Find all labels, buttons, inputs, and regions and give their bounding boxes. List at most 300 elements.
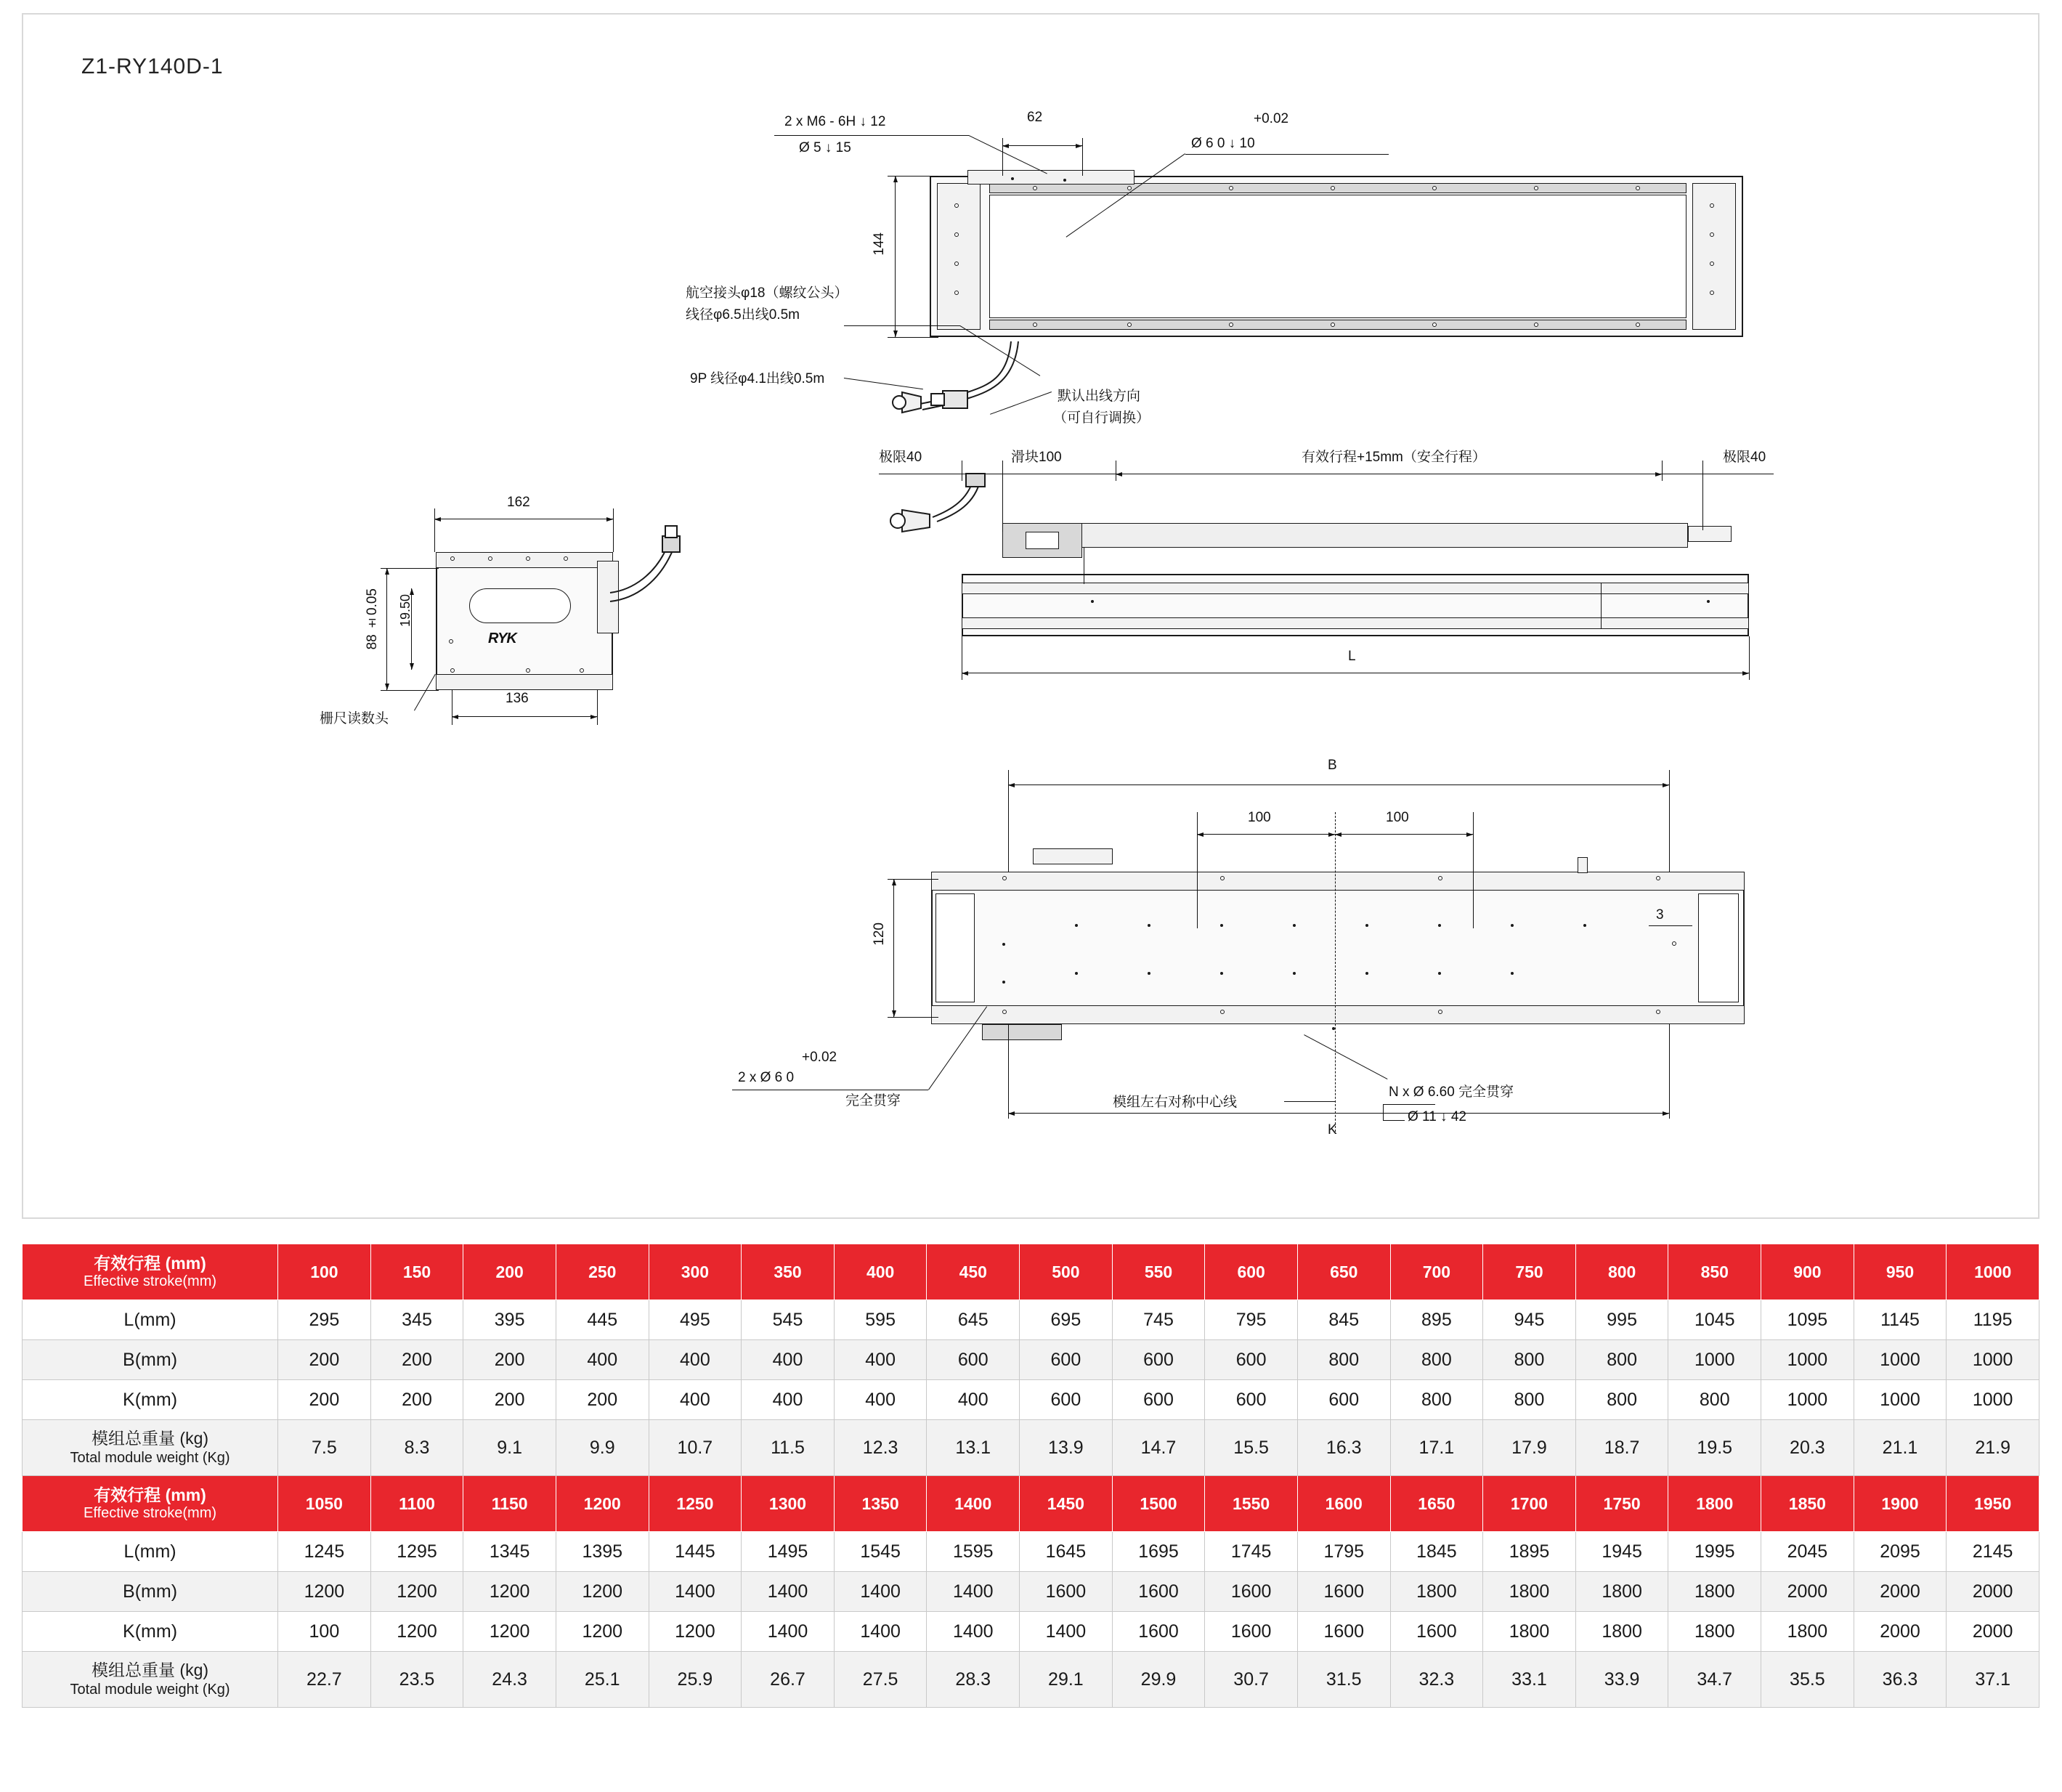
cell2-L-8: 1595 <box>927 1532 1020 1572</box>
cell2-stroke-16: 1800 <box>1668 1476 1761 1532</box>
front-view-rail-lower <box>962 617 1749 629</box>
table-row-weight-1 <box>23 1420 2039 1476</box>
cell-L-11: 795 <box>1205 1300 1298 1340</box>
cell2-W-7: 27.5 <box>834 1652 927 1708</box>
n-hole-leader-point <box>1332 1027 1335 1030</box>
table-row-L-2 <box>23 1532 2039 1572</box>
cell2-stroke-9: 1450 <box>1020 1476 1113 1532</box>
cell2-L-16: 1995 <box>1668 1532 1761 1572</box>
cell2-stroke-5: 1250 <box>649 1476 742 1532</box>
cell2-stroke-14: 1700 <box>1483 1476 1576 1532</box>
cell2-K-15: 1800 <box>1575 1612 1668 1652</box>
cable-9p-note: 9P 线径φ4.1出线0.5m <box>690 371 825 386</box>
cell2-B-19: 2000 <box>1947 1572 2039 1612</box>
cell2-W-11: 30.7 <box>1205 1652 1298 1708</box>
cell2-K-12: 1600 <box>1297 1612 1390 1652</box>
mount-hole <box>1220 972 1223 975</box>
cell-W-7: 12.3 <box>834 1420 927 1476</box>
dim100-ext-right <box>1473 812 1474 928</box>
dim-100-a-label: 100 <box>1248 810 1271 825</box>
mount-hole <box>1365 972 1368 975</box>
cell-W-9: 13.9 <box>1020 1420 1113 1476</box>
mount-hole <box>1002 981 1005 984</box>
cell-stroke-6: 350 <box>742 1244 835 1300</box>
bottom-view-slider <box>982 1024 1062 1040</box>
header2-stroke-cn: 有效行程 (mm) <box>94 1485 206 1505</box>
front-view-rail-upper <box>962 583 1749 594</box>
cell2-L-5: 1445 <box>649 1532 742 1572</box>
cell-L-9: 695 <box>1020 1300 1113 1340</box>
cell-stroke-10: 550 <box>1112 1244 1205 1300</box>
cell-B-6: 400 <box>742 1340 835 1380</box>
screw-dot <box>1432 186 1437 190</box>
cell-W-5: 10.7 <box>649 1420 742 1476</box>
cell-B-17: 1000 <box>1761 1340 1854 1380</box>
cell2-L-6: 1495 <box>742 1532 835 1572</box>
cell2-L-12: 1795 <box>1297 1532 1390 1572</box>
m6-hole-note-line2: Ø 5 ↓ 15 <box>799 140 851 155</box>
rowlabel2-weight-cn: 模组总重量 (kg) <box>92 1661 209 1680</box>
cell-B-15: 800 <box>1575 1340 1668 1380</box>
cell-L-16: 1045 <box>1668 1300 1761 1340</box>
cell-B-2: 200 <box>370 1340 463 1380</box>
header-stroke-cn: 有效行程 (mm) <box>94 1254 206 1273</box>
cell-B-13: 800 <box>1390 1340 1483 1380</box>
dim-62-line <box>1002 145 1082 146</box>
cell2-B-3: 1200 <box>463 1572 556 1612</box>
cell2-stroke-15: 1750 <box>1575 1476 1668 1532</box>
cell2-B-5: 1400 <box>649 1572 742 1612</box>
dim-62-ext-right <box>1082 138 1083 176</box>
cell-K-4: 200 <box>556 1380 649 1420</box>
bottom-view-body <box>931 872 1745 1024</box>
cell2-W-18: 36.3 <box>1854 1652 1947 1708</box>
cell2-B-18: 2000 <box>1854 1572 1947 1612</box>
cell-L-15: 995 <box>1575 1300 1668 1340</box>
B-ext-right <box>1669 770 1670 872</box>
side-view-top-plate <box>436 552 613 568</box>
center-symmetry-note: 模组左右对称中心线 <box>1113 1095 1238 1110</box>
cell2-W-5: 25.9 <box>649 1652 742 1708</box>
cell2-B-4: 1200 <box>556 1572 649 1612</box>
cell2-B-6: 1400 <box>742 1572 835 1612</box>
bottom-view-bottom-strip <box>931 1005 1745 1024</box>
dim-120-ext-top <box>888 879 938 880</box>
bottom-view-top-block <box>1033 848 1113 864</box>
cell-W-2: 8.3 <box>370 1420 463 1476</box>
dim-144-line <box>895 176 896 337</box>
rowlabel-weight-en: Total module weight (Kg) <box>70 1449 230 1466</box>
cell2-W-10: 29.9 <box>1112 1652 1205 1708</box>
mount-hole <box>1075 972 1078 975</box>
cell2-W-19: 37.1 <box>1947 1652 2039 1708</box>
cell2-L-15: 1945 <box>1575 1532 1668 1572</box>
cell-B-1: 200 <box>278 1340 371 1380</box>
front-view-dot <box>1091 600 1094 603</box>
ryk-logo: RYK <box>488 631 516 646</box>
cell2-stroke-13: 1650 <box>1390 1476 1483 1532</box>
cell2-stroke-3: 1150 <box>463 1476 556 1532</box>
cell-W-10: 14.7 <box>1112 1420 1205 1476</box>
n-hole-note-line2: Ø 11 ↓ 42 <box>1408 1109 1466 1124</box>
cell-B-3: 200 <box>463 1340 556 1380</box>
cell2-B-1: 1200 <box>278 1572 371 1612</box>
cell2-W-1: 22.7 <box>278 1652 371 1708</box>
cell-W-3: 9.1 <box>463 1420 556 1476</box>
cell-L-17: 1095 <box>1761 1300 1854 1340</box>
K-label: K <box>1328 1122 1337 1138</box>
n-hole-symbol-left <box>1383 1104 1384 1120</box>
connector-leader-h <box>844 325 960 326</box>
cell-K-19: 1000 <box>1947 1380 2039 1420</box>
cell-stroke-19: 1000 <box>1947 1244 2039 1300</box>
cell2-L-2: 1295 <box>370 1532 463 1572</box>
cell-K-16: 800 <box>1668 1380 1761 1420</box>
rowlabel-B: B(mm) <box>23 1340 278 1380</box>
stroke-tick <box>1662 461 1663 481</box>
dim-100-b-label: 100 <box>1386 810 1409 825</box>
cell-K-14: 800 <box>1483 1380 1576 1420</box>
top-view-bottom-rail <box>989 320 1686 330</box>
table-row-B-1 <box>23 1340 2039 1380</box>
screw-dot <box>954 261 959 266</box>
n-hole-note-line1: N x Ø 6.60 完全贯穿 <box>1389 1084 1514 1100</box>
screw-dot <box>450 556 455 561</box>
cell-stroke-7: 400 <box>834 1244 927 1300</box>
cell-B-7: 400 <box>834 1340 927 1380</box>
cell-W-17: 20.3 <box>1761 1420 1854 1476</box>
cell2-B-10: 1600 <box>1112 1572 1205 1612</box>
screw-dot <box>1220 876 1225 880</box>
cell2-B-17: 2000 <box>1761 1572 1854 1612</box>
mount-hole <box>1438 972 1441 975</box>
cell-L-12: 845 <box>1297 1300 1390 1340</box>
top-view-carriage <box>967 170 1134 185</box>
cell2-K-10: 1600 <box>1112 1612 1205 1652</box>
cell2-B-14: 1800 <box>1483 1572 1576 1612</box>
screw-dot <box>1534 323 1538 327</box>
cell2-stroke-19: 1950 <box>1947 1476 2039 1532</box>
screw-dot <box>1636 186 1640 190</box>
cell-B-5: 400 <box>649 1340 742 1380</box>
cell-K-10: 600 <box>1112 1380 1205 1420</box>
bottom-pin-note: 2 x Ø 6 0 <box>738 1070 795 1085</box>
cell-K-18: 1000 <box>1854 1380 1947 1420</box>
m6-note-underline <box>774 135 969 136</box>
front-view-divider2 <box>1601 583 1602 629</box>
top-view-left-plate <box>937 183 981 330</box>
screw-dot <box>450 668 455 673</box>
cell2-K-11: 1600 <box>1205 1612 1298 1652</box>
screw-dot <box>1033 186 1037 190</box>
cell-B-9: 600 <box>1020 1340 1113 1380</box>
header2-stroke-en: Effective stroke(mm) <box>84 1504 217 1521</box>
dim-162-ext-left <box>434 508 435 552</box>
cell-W-13: 17.1 <box>1390 1420 1483 1476</box>
outlet-direction-note-line1: 默认出线方向 <box>1058 389 1141 404</box>
cell2-stroke-10: 1500 <box>1112 1476 1205 1532</box>
cell-L-4: 445 <box>556 1300 649 1340</box>
screw-dot <box>488 556 492 561</box>
screw-dot <box>1220 1010 1225 1014</box>
screw-dot <box>1229 323 1233 327</box>
cell-stroke-15: 800 <box>1575 1244 1668 1300</box>
table-row-header-2 <box>23 1476 2039 1532</box>
cell-L-10: 745 <box>1112 1300 1205 1340</box>
mount-hole <box>1293 972 1296 975</box>
dim-88-ext-top <box>381 568 439 569</box>
cell2-K-18: 2000 <box>1854 1612 1947 1652</box>
cell-W-15: 18.7 <box>1575 1420 1668 1476</box>
cell-K-13: 800 <box>1390 1380 1483 1420</box>
cell2-stroke-17: 1850 <box>1761 1476 1854 1532</box>
screw-dot <box>1710 291 1714 295</box>
cell2-stroke-12: 1600 <box>1297 1476 1390 1532</box>
cell-W-12: 16.3 <box>1297 1420 1390 1476</box>
specification-table <box>22 1244 2039 1708</box>
cell-W-11: 15.5 <box>1205 1420 1298 1476</box>
cell-K-5: 400 <box>649 1380 742 1420</box>
dim100-a-line <box>1197 834 1335 835</box>
cell-L-6: 545 <box>742 1300 835 1340</box>
rowlabel2-weight-en: Total module weight (Kg) <box>70 1681 230 1698</box>
module-centerline <box>1335 812 1336 1132</box>
front-view-cable-graphic <box>888 469 1047 549</box>
counterbore-hole <box>1672 941 1676 946</box>
pin-note-tol: +0.02 <box>1254 111 1289 126</box>
center-note-leader <box>1284 1101 1335 1102</box>
rowlabel-L: L(mm) <box>23 1300 278 1340</box>
cell2-stroke-1: 1050 <box>278 1476 371 1532</box>
mount-hole <box>1438 924 1441 927</box>
table-row-weight-2 <box>23 1652 2039 1708</box>
cell-stroke-2: 150 <box>370 1244 463 1300</box>
m6-leader-point <box>1011 177 1014 180</box>
cell2-W-8: 28.3 <box>927 1652 1020 1708</box>
dim-136-label: 136 <box>506 691 529 706</box>
screw-dot <box>1656 876 1660 880</box>
cell2-L-4: 1395 <box>556 1532 649 1572</box>
B-dim-line <box>1008 784 1669 785</box>
limit-left-label: 极限40 <box>879 450 922 465</box>
cell2-B-11: 1600 <box>1205 1572 1298 1612</box>
cell-stroke-8: 450 <box>927 1244 1020 1300</box>
stroke-tick <box>1702 461 1703 530</box>
slider-label: 滑块100 <box>1011 450 1062 465</box>
screw-dot <box>1710 232 1714 237</box>
dim-62-label: 62 <box>1027 110 1043 125</box>
cell2-B-7: 1400 <box>834 1572 927 1612</box>
rowlabel-weight <box>23 1420 278 1476</box>
cell-L-13: 895 <box>1390 1300 1483 1340</box>
aviation-connector-note-line2: 线径φ6.5出线0.5m <box>686 307 800 323</box>
cell-stroke-4: 250 <box>556 1244 649 1300</box>
side-view-oval-window <box>469 588 571 623</box>
cell-L-18: 1145 <box>1854 1300 1947 1340</box>
cell2-W-15: 33.9 <box>1575 1652 1668 1708</box>
dim-1950-label: 19.50 <box>398 594 413 628</box>
cell-W-16: 19.5 <box>1668 1420 1761 1476</box>
cell-stroke-14: 750 <box>1483 1244 1576 1300</box>
cell2-K-2: 1200 <box>370 1612 463 1652</box>
scale-head-leader <box>414 674 436 711</box>
K-dim-line <box>1008 1113 1669 1114</box>
cell-L-3: 395 <box>463 1300 556 1340</box>
cell-stroke-1: 100 <box>278 1244 371 1300</box>
pin-leader-point <box>1063 179 1066 182</box>
cell-B-10: 600 <box>1112 1340 1205 1380</box>
cell-K-2: 200 <box>370 1380 463 1420</box>
cell2-W-16: 34.7 <box>1668 1652 1761 1708</box>
cell2-L-13: 1845 <box>1390 1532 1483 1572</box>
cell-K-12: 600 <box>1297 1380 1390 1420</box>
cell-L-2: 345 <box>370 1300 463 1340</box>
screw-dot <box>1127 323 1132 327</box>
L-ext-right <box>1749 636 1750 680</box>
screw-dot <box>1127 186 1132 190</box>
cell2-B-9: 1600 <box>1020 1572 1113 1612</box>
mount-hole <box>1293 924 1296 927</box>
effective-stroke-label: 有效行程+15mm（安全行程） <box>1302 450 1486 465</box>
cell-B-14: 800 <box>1483 1340 1576 1380</box>
cell2-stroke-2: 1100 <box>370 1476 463 1532</box>
dim-88-label: 88 ±0.05 <box>365 588 380 650</box>
B-label: B <box>1328 758 1337 773</box>
limit-right-label: 极限40 <box>1723 450 1766 465</box>
mount-hole <box>1511 924 1514 927</box>
top-view-right-plate <box>1692 183 1736 330</box>
rowlabel2-K: K(mm) <box>23 1612 278 1652</box>
cell2-B-15: 1800 <box>1575 1572 1668 1612</box>
header2-stroke-label <box>23 1476 278 1532</box>
cell-L-14: 945 <box>1483 1300 1576 1340</box>
screw-dot <box>564 556 568 561</box>
cell-stroke-5: 300 <box>649 1244 742 1300</box>
cell2-K-9: 1400 <box>1020 1612 1113 1652</box>
page-title: Z1-RY140D-1 <box>81 54 224 78</box>
cell-stroke-12: 650 <box>1297 1244 1390 1300</box>
cell-K-6: 400 <box>742 1380 835 1420</box>
outlet-direction-note-line2: （可自行调换） <box>1053 410 1150 426</box>
cell2-W-14: 33.1 <box>1483 1652 1576 1708</box>
mount-hole <box>1075 924 1078 927</box>
screw-dot <box>954 203 959 208</box>
screw-dot <box>1636 323 1640 327</box>
screw-dot <box>1438 1010 1442 1014</box>
mount-hole <box>1583 924 1586 927</box>
cell2-stroke-18: 1900 <box>1854 1476 1947 1532</box>
cell2-L-18: 2095 <box>1854 1532 1947 1572</box>
cell2-K-4: 1200 <box>556 1612 649 1652</box>
cell2-B-8: 1400 <box>927 1572 1020 1612</box>
cell2-W-2: 23.5 <box>370 1652 463 1708</box>
bottom-view-left-end <box>935 893 975 1002</box>
dim-88-ext-bottom <box>381 690 439 691</box>
cell-K-15: 800 <box>1575 1380 1668 1420</box>
screw-dot <box>1002 876 1007 880</box>
K-ext-right <box>1669 1024 1670 1119</box>
screw-dot <box>1331 323 1335 327</box>
screw-dot <box>1534 186 1538 190</box>
screw-dot <box>1033 323 1037 327</box>
mount-hole <box>1002 943 1005 946</box>
dim100-b-line <box>1335 834 1473 835</box>
cell2-W-12: 31.5 <box>1297 1652 1390 1708</box>
cell2-L-3: 1345 <box>463 1532 556 1572</box>
side-view-bottom-plate <box>436 674 613 690</box>
cell2-K-16: 1800 <box>1668 1612 1761 1652</box>
cell2-K-3: 1200 <box>463 1612 556 1652</box>
cell-W-18: 21.1 <box>1854 1420 1947 1476</box>
mount-hole <box>1220 924 1223 927</box>
cell2-K-1: 100 <box>278 1612 371 1652</box>
table-row-K-1 <box>23 1380 2039 1420</box>
pin-note-main: Ø 6 0 ↓ 10 <box>1191 136 1255 151</box>
cell2-K-7: 1400 <box>834 1612 927 1652</box>
cell2-B-13: 1800 <box>1390 1572 1483 1612</box>
dim-136-ext-right <box>597 690 598 725</box>
cell-B-11: 600 <box>1205 1340 1298 1380</box>
cell2-stroke-4: 1200 <box>556 1476 649 1532</box>
front-view-cover <box>1078 523 1688 548</box>
cell-L-7: 595 <box>834 1300 927 1340</box>
cable-connector-graphic <box>880 334 1113 429</box>
cell-stroke-18: 950 <box>1854 1244 1947 1300</box>
rowlabel-K: K(mm) <box>23 1380 278 1420</box>
dim-162-label: 162 <box>507 495 530 510</box>
cell-B-19: 1000 <box>1947 1340 2039 1380</box>
cell-L-19: 1195 <box>1947 1300 2039 1340</box>
cell-K-7: 400 <box>834 1380 927 1420</box>
dim-88-line <box>386 568 387 690</box>
rowlabel2-weight <box>23 1652 278 1708</box>
rowlabel2-L: L(mm) <box>23 1532 278 1572</box>
cell2-B-12: 1600 <box>1297 1572 1390 1612</box>
dim100-ext-left <box>1197 812 1198 928</box>
cell2-stroke-6: 1300 <box>742 1476 835 1532</box>
screw-dot <box>1002 1010 1007 1014</box>
cell-K-1: 200 <box>278 1380 371 1420</box>
cell2-W-3: 24.3 <box>463 1652 556 1708</box>
side-view-cable-graphic <box>604 523 706 639</box>
cell2-B-16: 1800 <box>1668 1572 1761 1612</box>
dim-3-line <box>1649 925 1692 926</box>
table-row-L-1 <box>23 1300 2039 1340</box>
cell-B-16: 1000 <box>1668 1340 1761 1380</box>
n-hole-leader <box>1304 1034 1387 1079</box>
bottom-pin-tol: +0.02 <box>802 1050 837 1065</box>
rowlabel-weight-cn: 模组总重量 (kg) <box>92 1429 209 1448</box>
cell2-stroke-7: 1350 <box>834 1476 927 1532</box>
cell2-L-9: 1645 <box>1020 1532 1113 1572</box>
cell-L-5: 495 <box>649 1300 742 1340</box>
table-row-B-2 <box>23 1572 2039 1612</box>
mount-hole <box>1148 924 1150 927</box>
bottom-view-right-end <box>1698 893 1739 1002</box>
screw-dot <box>1438 876 1442 880</box>
screw-dot <box>954 232 959 237</box>
screw-dot <box>1656 1010 1660 1014</box>
aviation-connector-note-line1: 航空接头φ18（螺纹公头） <box>686 285 848 301</box>
cell2-L-19: 2145 <box>1947 1532 2039 1572</box>
cell2-W-17: 35.5 <box>1761 1652 1854 1708</box>
bottom-pin-note-cn: 完全贯穿 <box>845 1093 901 1108</box>
cell-W-14: 17.9 <box>1483 1420 1576 1476</box>
cell-K-9: 600 <box>1020 1380 1113 1420</box>
cell2-L-7: 1545 <box>834 1532 927 1572</box>
pin-note-underline <box>1185 154 1389 155</box>
cell2-K-17: 1800 <box>1761 1612 1854 1652</box>
